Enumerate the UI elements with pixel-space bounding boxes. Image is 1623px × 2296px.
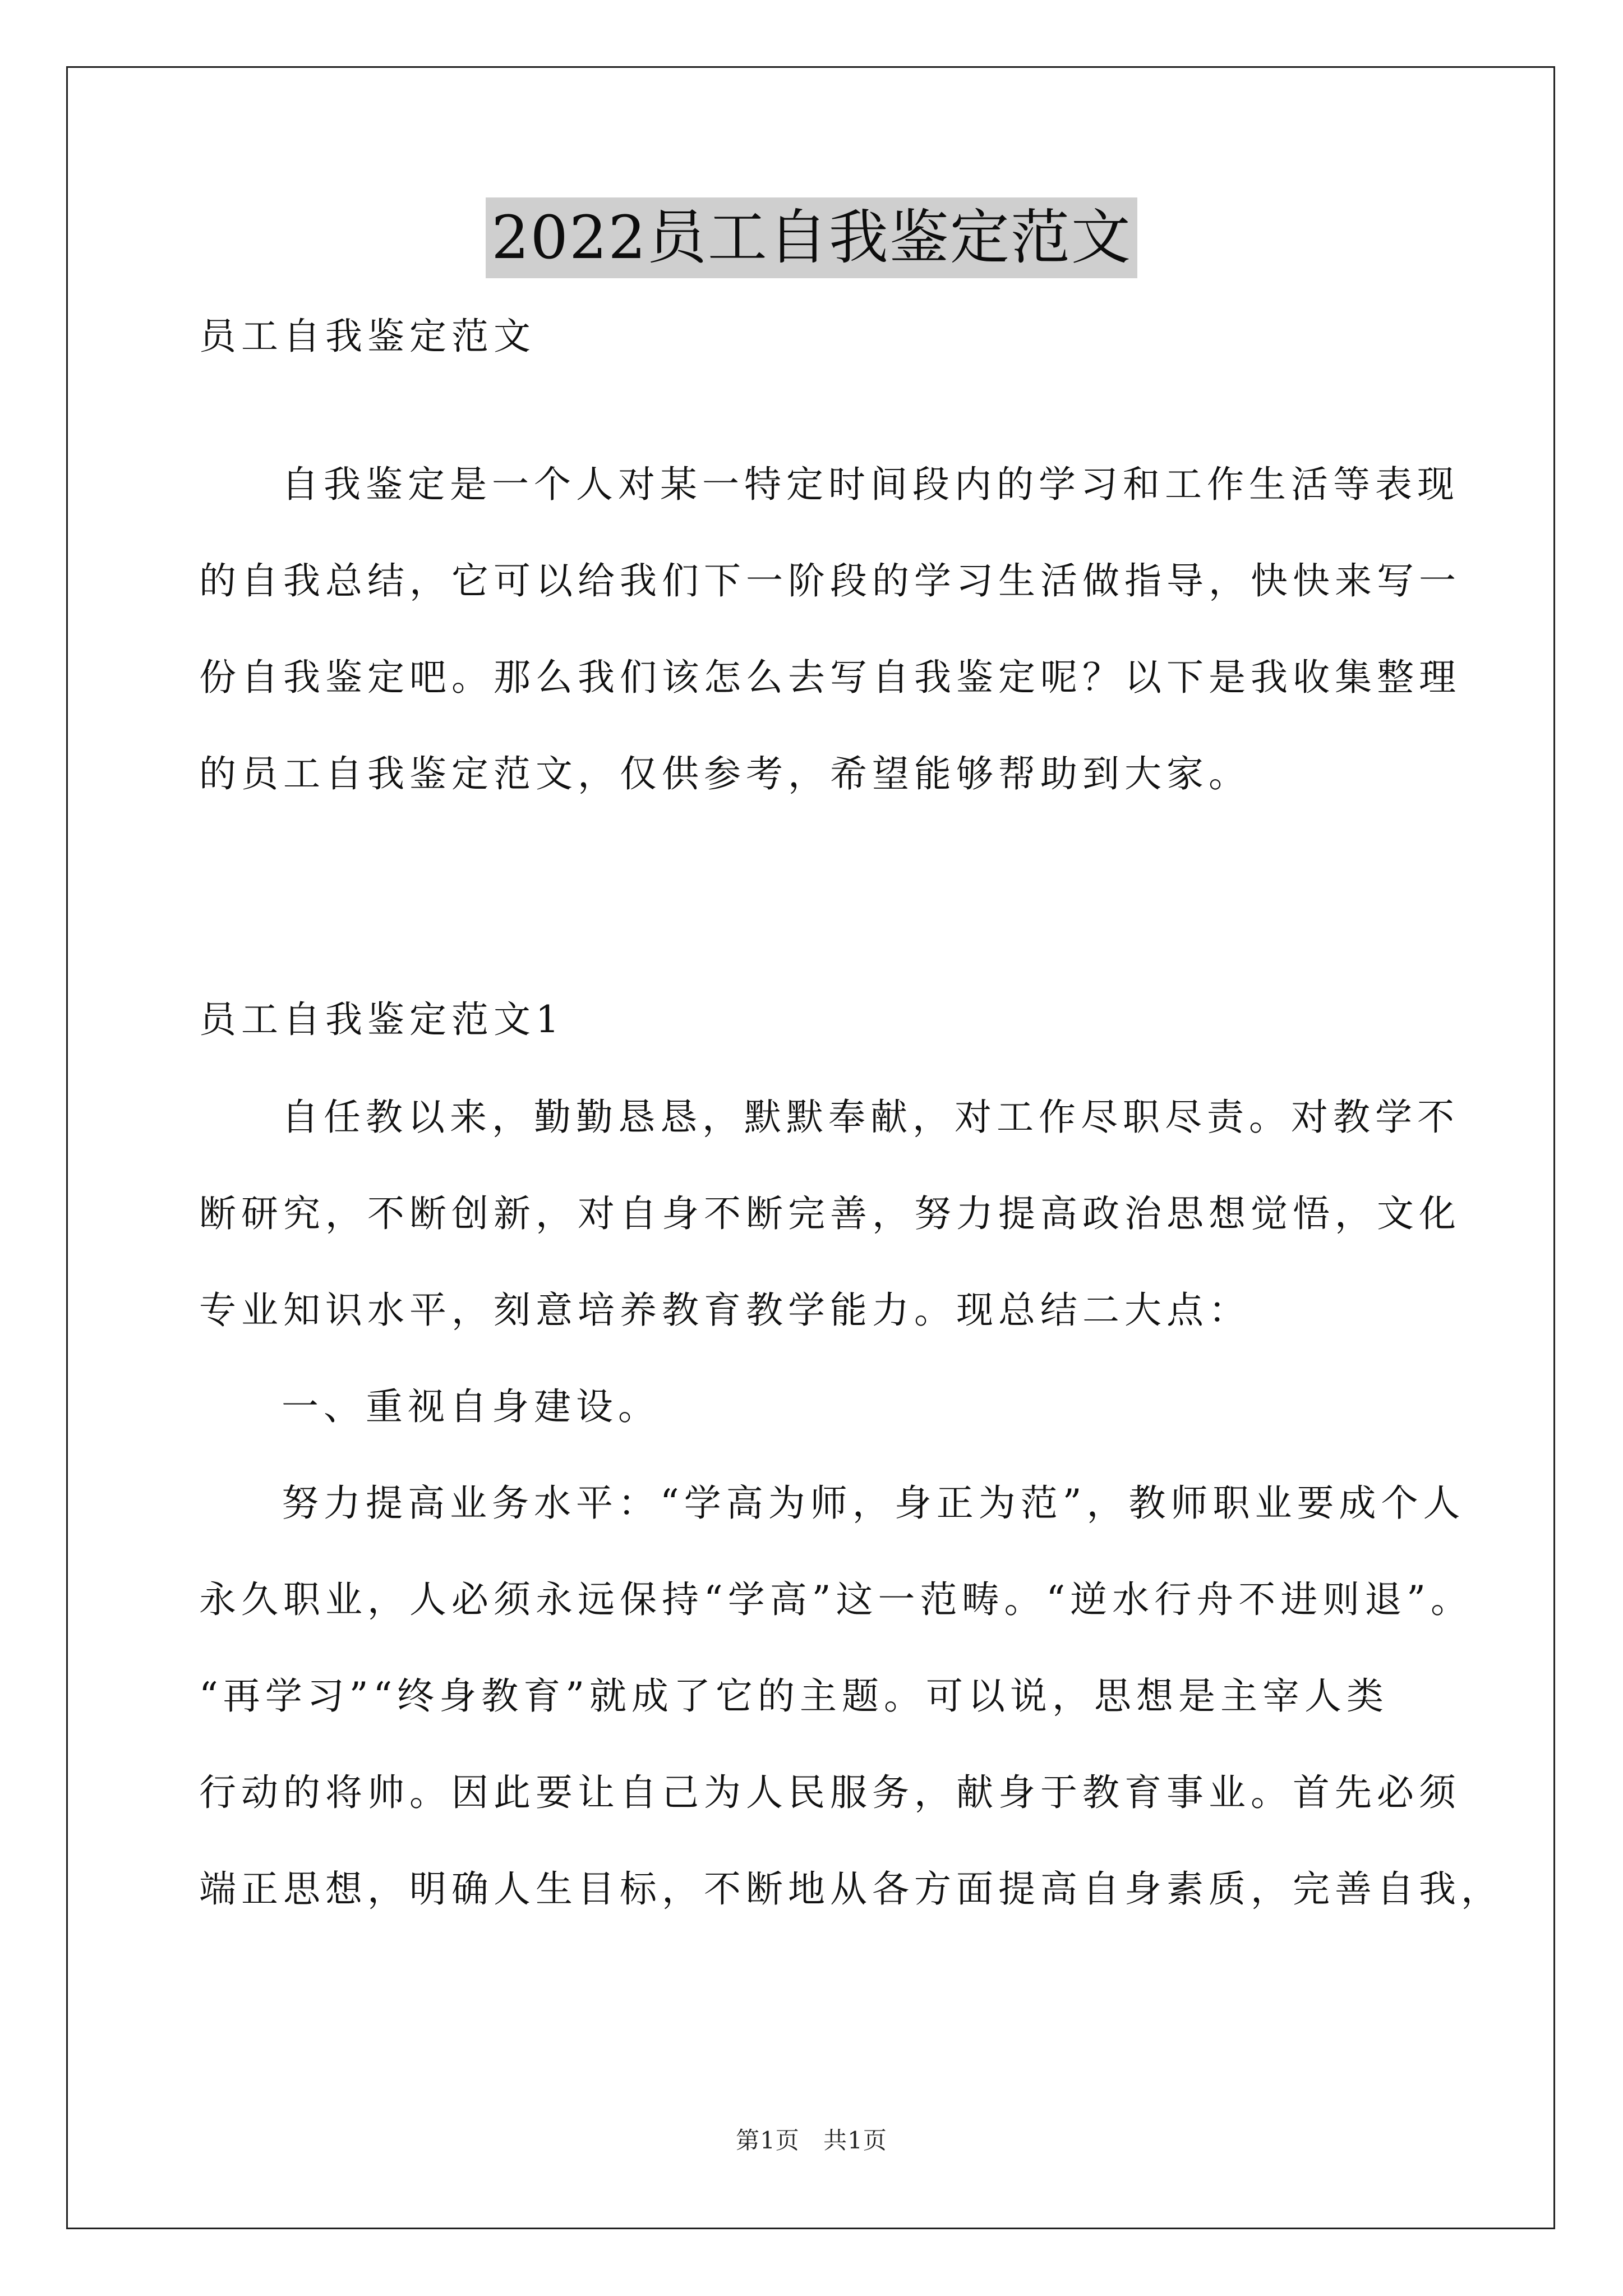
paragraph-line: 永久职业，人必须永远保持“学高”这一范畴。“逆水行舟不进则退”。 (199, 1578, 1473, 1621)
page-number: 第1页 (736, 2127, 800, 2154)
paragraph-line: 一、重视自身建设。 (282, 1385, 660, 1428)
paragraph-line: 份自我鉴定吧。那么我们该怎么去写自我鉴定呢？以下是我收集整理 (199, 656, 1461, 699)
paragraph-line: 自任教以来，勤勤恳恳，默默奉献，对工作尽职尽责。对教学不 (282, 1096, 1459, 1139)
paragraph-line: 自我鉴定是一个人对某一特定时间段内的学习和工作生活等表现 (282, 463, 1459, 506)
paragraph-line: 的自我总结，它可以给我们下一阶段的学习生活做指导，快快来写一 (199, 559, 1461, 602)
section-heading: 员工自我鉴定范文1 (199, 998, 564, 1041)
paragraph-line: 努力提高业务水平：“学高为师，身正为范”，教师职业要成个人 (282, 1481, 1465, 1525)
page-footer (0, 2126, 1623, 2155)
title-container (0, 197, 1623, 278)
page-total: 共1页 (823, 2127, 887, 2154)
paragraph-line: 行动的将帅。因此要让自己为人民服务，献身于教育事业。首先必须 (199, 1771, 1461, 1814)
document-title: 2022员工自我鉴定范文 (486, 197, 1137, 278)
paragraph-line: “再学习”“终身教育”就成了它的主题。可以说，思想是主宰人类 (199, 1674, 1389, 1718)
paragraph-line: 端正思想，明确人生目标，不断地从各方面提高自身素质，完善自我， (199, 1867, 1503, 1911)
paragraph-line: 的员工自我鉴定范文，仅供参考，希望能够帮助到大家。 (199, 752, 1251, 795)
paragraph-line: 断研究，不断创新，对自身不断完善，努力提高政治思想觉悟，文化 (199, 1192, 1461, 1235)
section-heading: 员工自我鉴定范文 (199, 315, 536, 358)
paragraph-line: 专业知识水平，刻意培养教育教学能力。现总结二大点： (199, 1289, 1251, 1332)
